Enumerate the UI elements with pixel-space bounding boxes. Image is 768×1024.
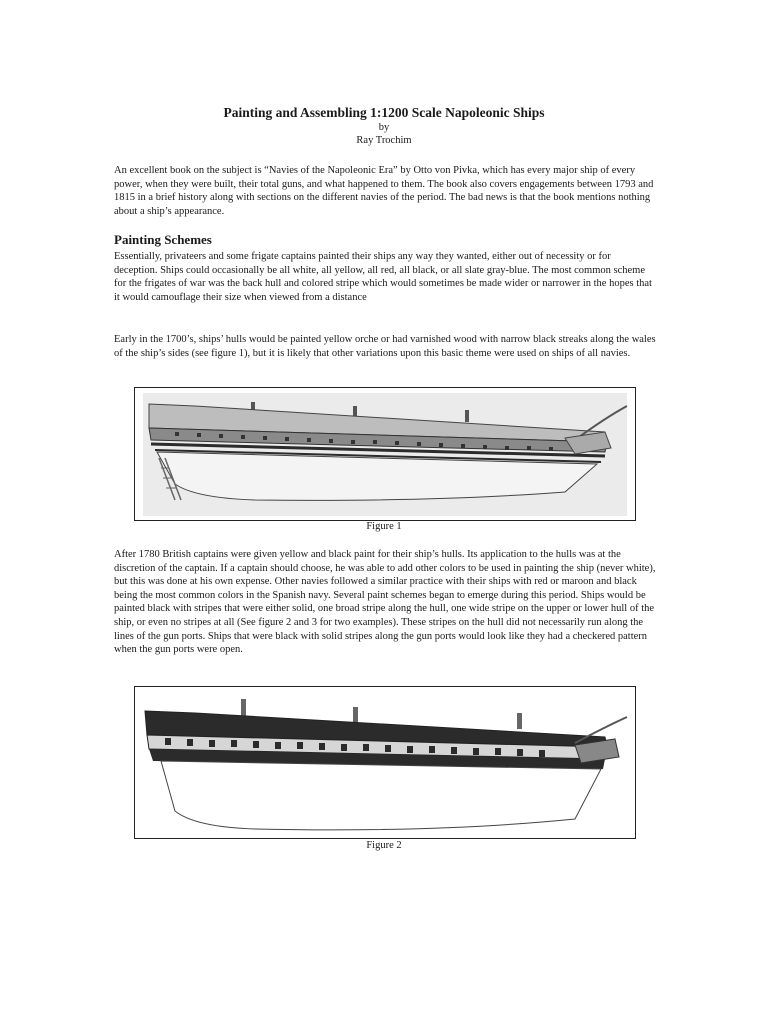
document-title: Painting and Assembling 1:1200 Scale Napoleonic Ships <box>223 105 545 120</box>
byline-by: by <box>378 122 390 133</box>
ship-hull-drawing-icon <box>135 687 635 838</box>
figure-1-frame <box>134 387 636 521</box>
figure-2-frame <box>134 686 636 839</box>
painting-schemes-paragraph: Essentially, privateers and some frigate captains painted their ships any way they wanted, either out of necessity or for deception. Ships could occasionally be all white, all yellow, all red, all black, or all slate gray-blue. The most common scheme for the frigates of war was the back hull and colored stripe which would sometimes be made wider or narrower in the hopes that it would camouflage their size when viewed from a distance <box>114 251 652 303</box>
intro-paragraph: An excellent book on the subject is “Navies of the Napoleonic Era” by Otto von Pivka, which has every major ship of every power, when they were built, their total guns, and what happened to them. The book also covers engagements between 1793 and 1815 in a brief history along with sections on the different navies of the period. The bad news is that the book mentions nothing about a ship’s appearance. <box>114 165 654 217</box>
after-1780-paragraph: After 1780 British captains were given yellow and black paint for their ship’s hulls. Its application to the hulls was at the discretion of the captain. If a captain should choose, he was able to add other colors to be used in painting the ship (never white), but this was done at his own expense. Other navies followed a similar practice with their ships with red or maroon and black being the most common colors in the Spanish navy. Several paint schemes began to emerge during this period. Ships would be painted black with stripes that were either solid, one broad stripe along the hull, one wide stripe on the upper or lower hull of the ship, or even no stripes at all (See figure 2 and 3 for two examples). These stripes on the hull did not necessarily run along the lines of the gun ports. Ships that were black with solid stripes along the gun ports would look like they had a checkered pattern when the gun ports were open. <box>114 549 656 656</box>
figure-2-caption: Figure 2 <box>366 840 402 851</box>
figure-1-caption: Figure 1 <box>366 521 402 532</box>
byline-author: Ray Trochim <box>356 135 412 146</box>
section-heading: Painting Schemes <box>114 232 212 247</box>
early-1700s-paragraph: Early in the 1700’s, ships’ hulls would be painted yellow orche or had varnished wood with narrow black streaks along the wales of the ship’s sides (see figure 1), but it is likely that other variations upon this basic theme were used on ships of all navies. <box>114 334 656 359</box>
ship-hull-drawing-icon <box>135 388 635 520</box>
